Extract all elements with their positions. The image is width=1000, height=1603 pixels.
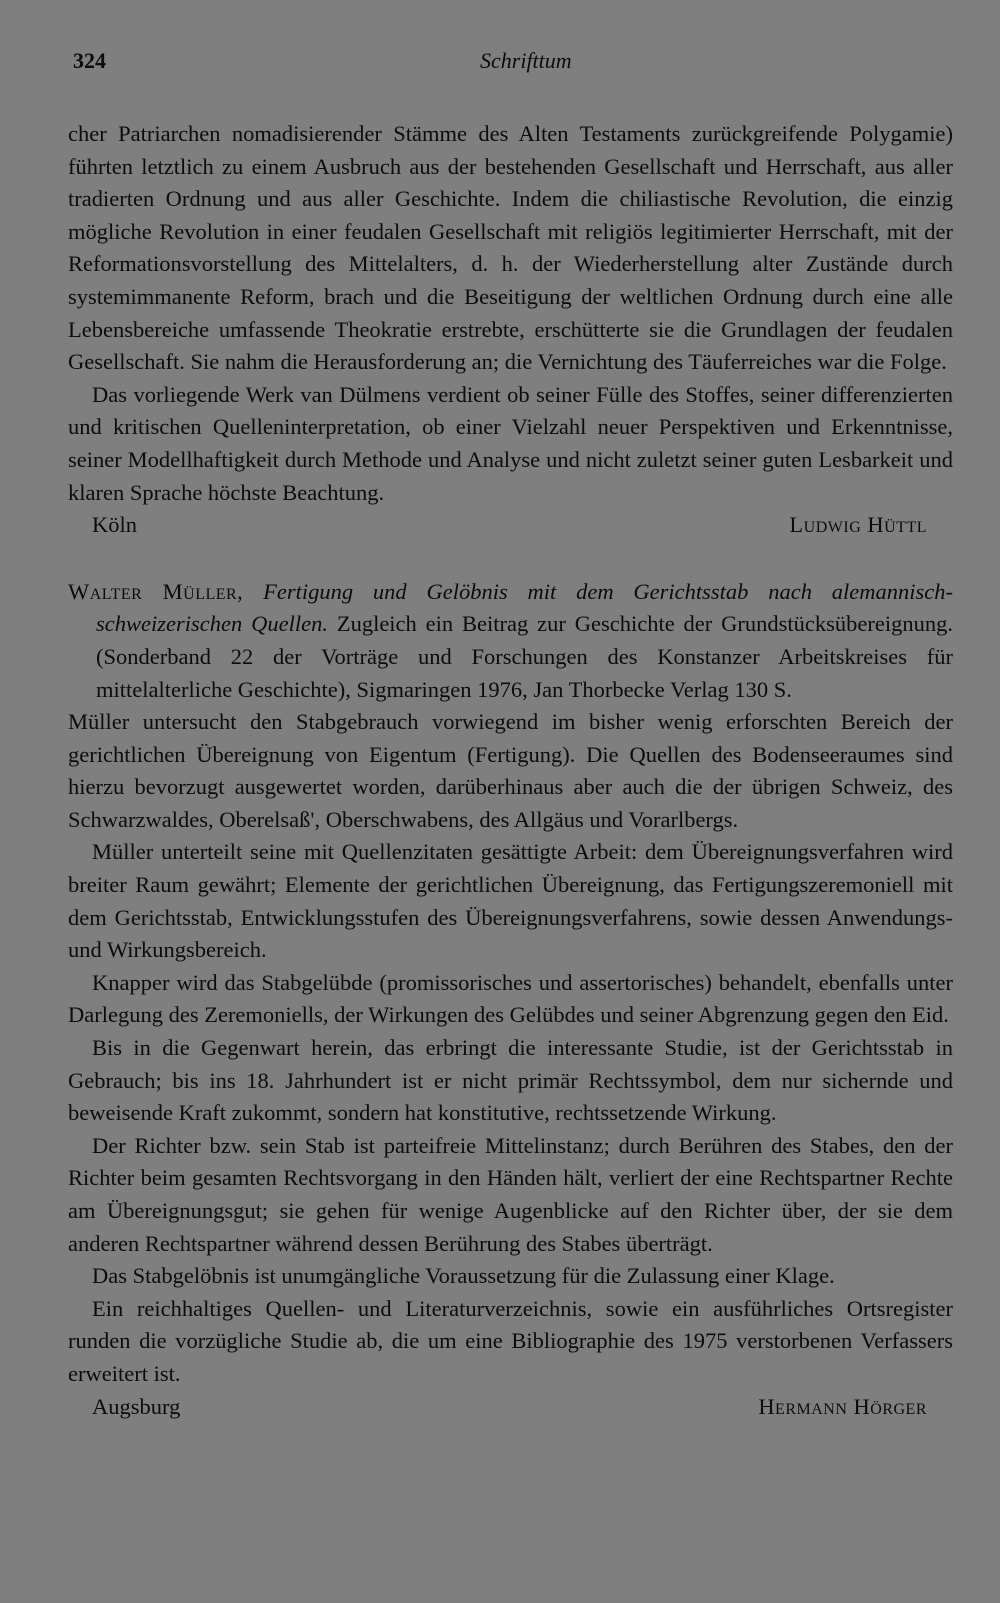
book-details: Zugleich ein Beitrag zur Geschichte der Grundstücksübereignung. (Sonderband 22 der Vorträge und Forschungen des Konstanzer Arbeitskreises für mittelalterliche Geschichte), Sigmaringen 1976, Jan Thorbecke Verlag 130 S. [96,611,953,702]
book-author: Walter Müller, [68,578,244,604]
paragraph: Knapper wird das Stabgelübde (promissorisches und assertorisches) behandelt, ebenfalls unter Darlegung des Zeremoniells, der Wirkungen des Gelübdes und seiner Abgrenzung gegen den Eid. [68,969,953,1028]
reviewer-name: Ludwig Hüttl [789,512,927,538]
paragraph: Müller untersucht den Stabgebrauch vorwiegend im bisher wenig erforschten Bereich der gerichtlichen Übereignung von Eigentum (Fertigung). Die Quellen des Bodenseeraumes sind hierzu bevorzugt ausgewertet worden, darüberhinaus aber auch die der übrigen Schweiz, des Schwarzwaldes, Oberelsaß', Oberschwabens, des Allgäus und Vorarlbergs. [68,709,953,832]
paragraph: Ein reichhaltiges Quellen- und Literaturverzeichnis, sowie ein ausführliches Ortsregister runden die vorzügliche Studie ab, die um eine Bibliographie des 1975 verstorbenen Verfassers erweitert ist. [68,1295,953,1386]
page-number: 324 [73,48,106,73]
review-signature [92,509,927,542]
paragraph: Bis in die Gegenwart herein, das erbringt die interessante Studie, ist der Gerichtsstab in Gebrauch; bis ins 18. Jahrhundert ist er nicht primär Rechtssymbol, dem nur sichernde und beweisende Kraft zukommt, sondern hat konstitutive, rechtssetzende Wirkung. [68,1035,953,1126]
paragraph: Müller unterteilt seine mit Quellenzitaten gesättigte Arbeit: dem Übereignungsverfahren wird breiter Raum gewährt; Elemente der gerichtlichen Übereignung, das Fertigungszeremoniell mit dem Gerichtsstab, Entwicklungsstufen des Übereignungsverfahrens, sowie dessen Anwendungs- und Wirkungsbereich. [68,839,953,963]
book-title: Fertigung und Gelöbnis mit dem Gerichtsstab nach alemannisch-schweizerischen Quellen. [96,578,953,637]
paragraph: Der Richter bzw. sein Stab ist parteifreie Mittelinstanz; durch Berühren des Stabes, den der Richter beim gesamten Rechtsvorgang in den Händen hält, verliert der eine Rechtspartner Rechte am Übereignungsgut; sie gehen für wenige Augenblicke auf den Richter über, der sie dem anderen Rechtspartner während dessen Berührung des Stabes überträgt. [68,1132,953,1256]
paragraph: Das vorliegende Werk van Dülmens verdient ob seiner Fülle des Stoffes, seiner differenzierten und kritischen Quelleninterpretation, ob einer Vielzahl neuer Perspektiven und Erkenntnisse, seiner Modellhaftigkeit durch Methode und Analyse und nicht zuletzt seiner guten Lesbarkeit und klaren Sprache höchste Beachtung. [68,381,953,505]
paragraph: cher Patriarchen nomadisierender Stämme des Alten Testaments zurückgreifende Polygamie) führten letztlich zu einem Ausbruch aus der bestehenden Gesellschaft und Herrschaft, aus aller tradierten Ordnung und aus aller Geschichte. Indem die chiliastische Revolution, die einzig mögliche Revolution in einer feudalen Gesellschaft mit religiös legitimierter Herrschaft, mit der Reformationsvorstellung des Mittelalters, d. h. der Wiederherstellung alter Zustände durch systemimmanente Reform, brach und die Beseitigung der weltlichen Ordnung durch eine alle Lebensbereiche umfassende Theokratie erstrebte, erschütterte sie die Grundlagen der feudalen Gesellschaft. Sie nahm die Herausforderung an; die Vernichtung des Täuferreiches war die Folge. [68,121,953,375]
reviewer-name: Hermann Hörger [758,1393,927,1419]
review-place: Augsburg [92,1393,181,1419]
paragraph: Das Stabgelöbnis ist unumgängliche Voraussetzung für die Zulassung einer Klage. [92,1263,835,1289]
review-signature [92,1391,927,1424]
body-text [68,118,953,1423]
running-title: Schrifttum [480,48,572,73]
review-place: Köln [92,512,137,538]
bibliographic-entry [68,576,953,706]
